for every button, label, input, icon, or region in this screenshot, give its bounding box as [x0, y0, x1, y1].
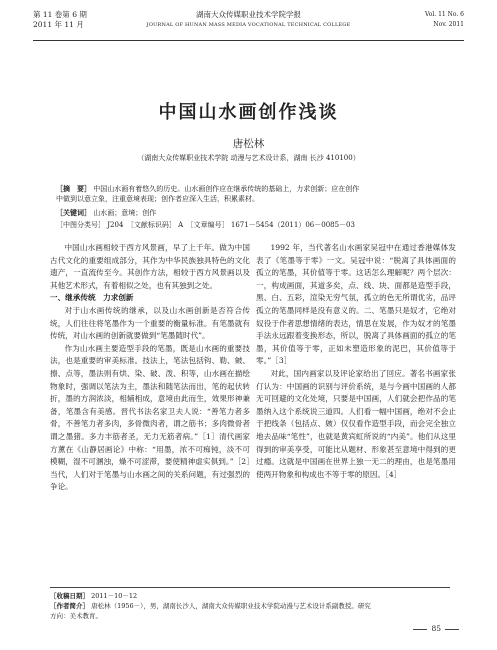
abstract-text-2: 中做到以意立象，注重意境表现；创作者应深入生活，积累素材。 — [56, 195, 259, 203]
page-number-dash-left — [413, 629, 427, 630]
received-value: 2011－10－12 — [91, 592, 138, 600]
abstract-line-2 — [56, 194, 448, 205]
paragraph: 对于山水画传统的继承，以及山水画创新是否符合传统，人们往往将笔墨作为一个重要的衡量标准。有笔墨就有传统，对山水画的创新就要做到“笔墨随时代”。 — [50, 305, 250, 341]
journal-name-en: JOURNAL OF HUNAN MASS MEDIA VOCATIONAL TECHNICAL COLLEGE — [146, 22, 351, 28]
received-label: ［收稿日期］ — [50, 592, 89, 600]
article-title: 中国山水画创作浅谈 — [158, 102, 339, 123]
author-affiliation: （湖南大众传媒职业技术学院 动漫与艺术设计系，湖南 长沙 410100） — [137, 154, 360, 162]
volume-en: Vol. 11 No. 6 — [424, 11, 464, 18]
body-left-column — [50, 242, 250, 494]
paragraph: 作为山水画主要造型手段的笔墨，既是山水画的重要技法，也是重要的审美标准。技法上，笔法包括钩、勒、皴、擦、点等，墨法则有烘、染、破、泼、积等，山水画在描绘物象时，强调以笔法为主，墨法和随笔法而出，笔的起伏转折，墨的方润浓淡，相辅相成，意境由此而生，效果形神兼备，笔墨含有美感。晋代书法名家卫夫人说：“善笔力者多骨，不善笔力者多肉，多骨微肉者，谓之筋书；多肉微骨者谓之墨猪。多力丰筋者圣，无力无筋者病。”［1］清代画家方薰在《山静居画论》中称：“用墨，浓不可痴钝，淡不可模糊，湿不可溷浊，燥不可涩滞，要使精神虚实俱到。”［2］当代，人们对于笔墨与山水画之间的关系问题，有过强烈的争论。 — [50, 343, 250, 492]
issue-line-1: 第 11 卷第 6 期 — [33, 10, 87, 19]
keywords-label: ［关键词］ — [56, 208, 91, 217]
volume-info — [425, 10, 464, 30]
date-en: Nov. 2011 — [433, 21, 464, 28]
page-number — [409, 624, 463, 633]
paragraph: 1992 年，当代著名山水画家吴冠中在通过香港媒体发表了《笔墨等于零》一文。吴冠中说：“脱离了具体画面的孤立的笔墨，其价值等于零。这话怎么理解呢？两个层次：一，构成画面，其道多矣，点、线、块、面都是造型手段，黑、白、五彩，渲染无穷气氛，孤立的色无所谓优劣，品评孤立的笔墨同样是没有意义的。二、笔墨只是奴才，它绝对奴役于作者思想情绪的表达，情思在发展，作为奴才的笔墨手法永远跟着变换形态，所以，脱离了具体画面的孤立的笔墨，其价值等于零，正如未塑造形象的泥巴，其价值等于零。”［3］ — [256, 243, 456, 366]
keywords — [56, 207, 448, 219]
author-bio — [50, 601, 450, 611]
received-date — [50, 591, 450, 601]
section-heading: 一、继承传统 力求创新 — [50, 293, 134, 303]
page-header — [33, 10, 464, 41]
keywords-text: 山水画；意境；创作 — [93, 209, 157, 217]
body-right-column — [256, 242, 456, 481]
author-bio-label: ［作者简介］ — [50, 602, 89, 610]
page-number-value: 85 — [431, 624, 441, 633]
author-bio-text: 唐松林（1956－），男，湖南长沙人，湖南大众传媒职业技术学院动漫与艺术设计系副教授。研究 — [91, 602, 371, 610]
page-number-dash-right — [445, 629, 459, 630]
journal-name-cn: 湖南大众传媒职业技术学院学报 — [196, 10, 301, 19]
abstract-label: ［摘 要］ — [56, 184, 91, 193]
paragraph: 中国山水画相较于西方风景画，早了上千年。做为中国古代文化的重要组成部分，其作为中华民族独具特色的文化遗产，一直流传至今。其创作方法，相较于西方风景画以及其他艺术形式，有着相似之处，也有其独到之处。 — [50, 243, 250, 290]
author-bio-line-2: 方向：美术教育。 — [50, 612, 102, 620]
author-name: 唐松林 — [232, 138, 265, 150]
paragraph: 对此，国内画家以及评论家给出了回应。著名书画家张仃认为：中国画的识别与评价系统，是与今画中国画的人都无可回避的文化处境，只要是中国画，人们就会把作品的笔墨纳入这个系统说三道四。人们看一幅中国画，绝对不会止于把线条（包括点、皴）仅仅看作造型手段，而会完全独立地去品味“笔性”，也就是黄宾虹所说的“内美”。他们从这里得到的审美享受，可能比从题材、形象甚至意境中得到的更过瘾。这就是中国画在世界上独一无二的理由，也是笔墨用使两开物象和构成也不等于零的原因。［4］ — [256, 368, 456, 479]
footnote — [50, 587, 450, 621]
journal-name — [33, 10, 464, 30]
article-meta: ［中图分类号］ J204 ［文献标识码］ A ［文章编号］ 1671－5454（2011）06－0085－03 — [56, 221, 355, 229]
issue-line-2: 2011 年 11 月 — [33, 20, 84, 29]
abstract-text-1: 中国山水画有着悠久的历史。山水画创作应在继承传统的基础上，力求创新；应在创作 — [93, 185, 360, 193]
